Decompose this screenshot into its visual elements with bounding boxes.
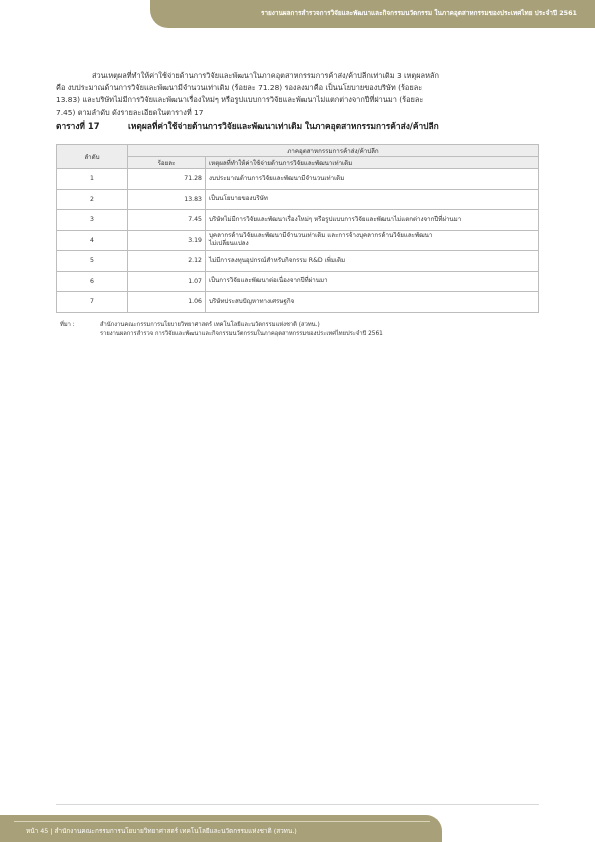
- rank-cell: 7: [57, 292, 128, 313]
- reason-text: บุคลากรด้านวิจัยและพัฒนามีจำนวนเท่าเดิม และการจ้างบุคลากรด้านวิจัยและพัฒนา: [209, 232, 433, 240]
- paragraph-line: 13.83) และบริษัทไม่มีการวิจัยและพัฒนาเรื่องใหม่ๆ หรือรูปแบบการวิจัยและพัฒนาไม่แตกต่างจากปีที่ผ่านมา (ร้อยละ: [56, 95, 424, 105]
- reason-text: งบประมาณด้านการวิจัยและพัฒนามีจำนวนเท่าเดิม: [209, 174, 345, 182]
- table-title: เหตุผลที่ค่าใช้จ่ายด้านการวิจัยและพัฒนาเท่าเดิม ในภาคอุตสาหกรรมการค้าส่ง/ค้าปลีก: [128, 121, 439, 131]
- running-header: รายงานผลการสำรวจการวิจัยและพัฒนาและกิจกรรมนวัตกรรม ในภาคอุตสาหกรรมของประเทศไทย ประจำปี 2561: [261, 9, 577, 17]
- percent-cell: 2.12: [128, 251, 206, 272]
- body-paragraph: [56, 70, 539, 119]
- table-row: [57, 292, 539, 313]
- percent-cell: 13.83: [128, 189, 206, 210]
- footer-inner-divider: [14, 821, 430, 822]
- header-band: [150, 0, 595, 28]
- reason-cell: [206, 251, 539, 272]
- reason-column-header: เหตุผลที่ทำให้ค่าใช้จ่ายด้านการวิจัยและพัฒนาเท่าเดิม: [206, 157, 539, 169]
- reason-text: บริษัทไม่มีการวิจัยและพัฒนาเรื่องใหม่ๆ หรือรูปแบบการวิจัยและพัฒนาไม่แตกต่างจากปีที่ผ่านมา: [209, 215, 462, 223]
- table-row: [57, 210, 539, 231]
- table-row: [57, 271, 539, 292]
- footer-divider: [56, 804, 539, 805]
- table-row: [57, 189, 539, 210]
- rank-cell: 3: [57, 210, 128, 231]
- rank-cell: 6: [57, 271, 128, 292]
- reason-cell: [206, 189, 539, 210]
- rank-cell: 2: [57, 189, 128, 210]
- rank-cell: 1: [57, 169, 128, 190]
- table-header-row: [57, 145, 539, 157]
- reason-cell: [206, 210, 539, 231]
- page-footer: หน้า 45 | สำนักงานคณะกรรมการนโยบายวิทยาศาสตร์ เทคโนโลยีและนวัตกรรมแห่งชาติ (สวทน.): [26, 827, 297, 835]
- source-line: สำนักงานคณะกรรมการนโยบายวิทยาศาสตร์ เทคโนโลยีและนวัตกรรมแห่งชาติ (สวทน.): [100, 322, 320, 328]
- reason-text: เป็นนโยบายของบริษัท: [209, 195, 268, 203]
- rank-cell: 5: [57, 251, 128, 272]
- table-subheader-row: [57, 157, 539, 169]
- percent-column-header: ร้อยละ: [128, 157, 206, 169]
- table-row: [57, 251, 539, 272]
- reason-cell: [206, 169, 539, 190]
- reason-cell: [206, 292, 539, 313]
- percent-cell: 1.07: [128, 271, 206, 292]
- group-column-header: ภาคอุตสาหกรรมการค้าส่ง/ค้าปลีก: [128, 145, 539, 157]
- percent-cell: 7.45: [128, 210, 206, 231]
- table-number: ตารางที่ 17: [56, 121, 100, 131]
- percent-cell: 71.28: [128, 169, 206, 190]
- reason-text-continued: ไม่เปลี่ยนแปลง: [209, 240, 249, 248]
- reasons-table: [56, 144, 539, 313]
- table-row: [57, 169, 539, 190]
- table-caption: [56, 119, 439, 133]
- reason-cell: [206, 271, 539, 292]
- percent-cell: 1.06: [128, 292, 206, 313]
- rank-column-header: ลำดับ: [57, 145, 128, 169]
- reason-cell: [206, 230, 539, 251]
- paragraph-line: คือ งบประมาณด้านการวิจัยและพัฒนามีจำนวนเท่าเดิม (ร้อยละ 71.28) รองลงมาคือ เป็นนโยบายของบริษัท (ร้อยละ: [56, 83, 423, 93]
- paragraph-line: 7.45) ตามลำดับ ดังรายละเอียดในตารางที่ 17: [56, 107, 204, 117]
- source-line: รายงานผลการสำรวจ การวิจัยและพัฒนาและกิจกรรมนวัตกรรมในภาคอุตสาหกรรมของประเทศไทยประจำปี 2561: [100, 331, 383, 337]
- source-label: ที่มา :: [60, 322, 75, 328]
- rank-cell: 4: [57, 230, 128, 251]
- table-row: [57, 230, 539, 251]
- reason-text: เป็นการวิจัยและพัฒนาต่อเนื่องจากปีที่ผ่านมา: [209, 277, 328, 285]
- reason-text: ไม่มีการลงทุนอุปกรณ์สำหรับกิจกรรม R&D เพิ่มเติม: [209, 256, 346, 264]
- paragraph-line: ส่วนเหตุผลที่ทำให้ค่าใช้จ่ายด้านการวิจัยและพัฒนาในภาคอุตสาหกรรมการค้าส่ง/ค้าปลีกเท่าเดิม 3 เหตุผลหลัก: [92, 71, 439, 80]
- reason-text: บริษัทประสบปัญหาทางเศรษฐกิจ: [209, 297, 295, 305]
- percent-cell: 3.19: [128, 230, 206, 251]
- footer-band: [0, 815, 442, 842]
